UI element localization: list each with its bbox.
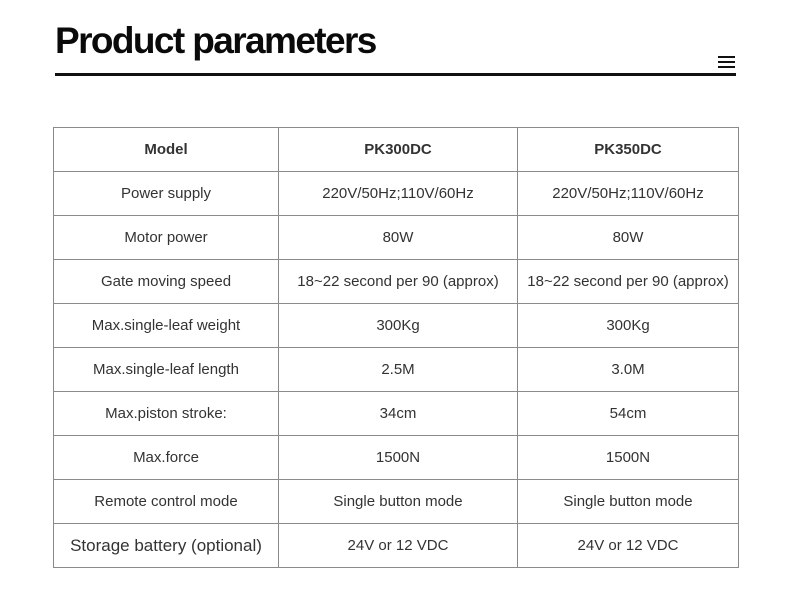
title-divider [55,73,736,76]
row-label: Max.piston stroke: [54,392,279,436]
table-row [54,524,739,568]
cell-pk350dc: 3.0M [518,348,739,392]
table-row [54,216,739,260]
cell-pk350dc: 18~22 second per 90 (approx) [518,260,739,304]
row-label: Storage battery (optional) [54,524,279,568]
row-label: Remote control mode [54,480,279,524]
cell-pk350dc: 54cm [518,392,739,436]
cell-pk300dc: 18~22 second per 90 (approx) [279,260,518,304]
table-row [54,392,739,436]
table-row [54,304,739,348]
cell-pk300dc: 24V or 12 VDC [279,524,518,568]
row-label: Power supply [54,172,279,216]
header-pk300dc: PK300DC [279,128,518,172]
table-row [54,172,739,216]
cell-pk350dc: 24V or 12 VDC [518,524,739,568]
menu-bar [718,56,735,58]
page-title: Product parameters [55,20,376,61]
cell-pk350dc: 80W [518,216,739,260]
cell-pk350dc: Single button mode [518,480,739,524]
table-row [54,480,739,524]
menu-bar [718,66,735,68]
table-row [54,436,739,480]
cell-pk300dc: 80W [279,216,518,260]
menu-bar [718,61,735,63]
cell-pk350dc: 1500N [518,436,739,480]
row-label: Max.single-leaf length [54,348,279,392]
cell-pk350dc: 300Kg [518,304,739,348]
cell-pk300dc: 2.5M [279,348,518,392]
header-model: Model [54,128,279,172]
header-pk350dc: PK350DC [518,128,739,172]
cell-pk300dc: 220V/50Hz;110V/60Hz [279,172,518,216]
cell-pk300dc: 34cm [279,392,518,436]
cell-pk300dc: 1500N [279,436,518,480]
table-row [54,348,739,392]
row-label: Motor power [54,216,279,260]
row-label: Max.single-leaf weight [54,304,279,348]
row-label: Max.force [54,436,279,480]
cell-pk300dc: Single button mode [279,480,518,524]
table-row [54,260,739,304]
cell-pk300dc: 300Kg [279,304,518,348]
table-header-row [54,128,739,172]
row-label: Gate moving speed [54,260,279,304]
hamburger-menu-icon[interactable] [718,56,735,69]
cell-pk350dc: 220V/50Hz;110V/60Hz [518,172,739,216]
product-parameters-table [53,127,739,568]
